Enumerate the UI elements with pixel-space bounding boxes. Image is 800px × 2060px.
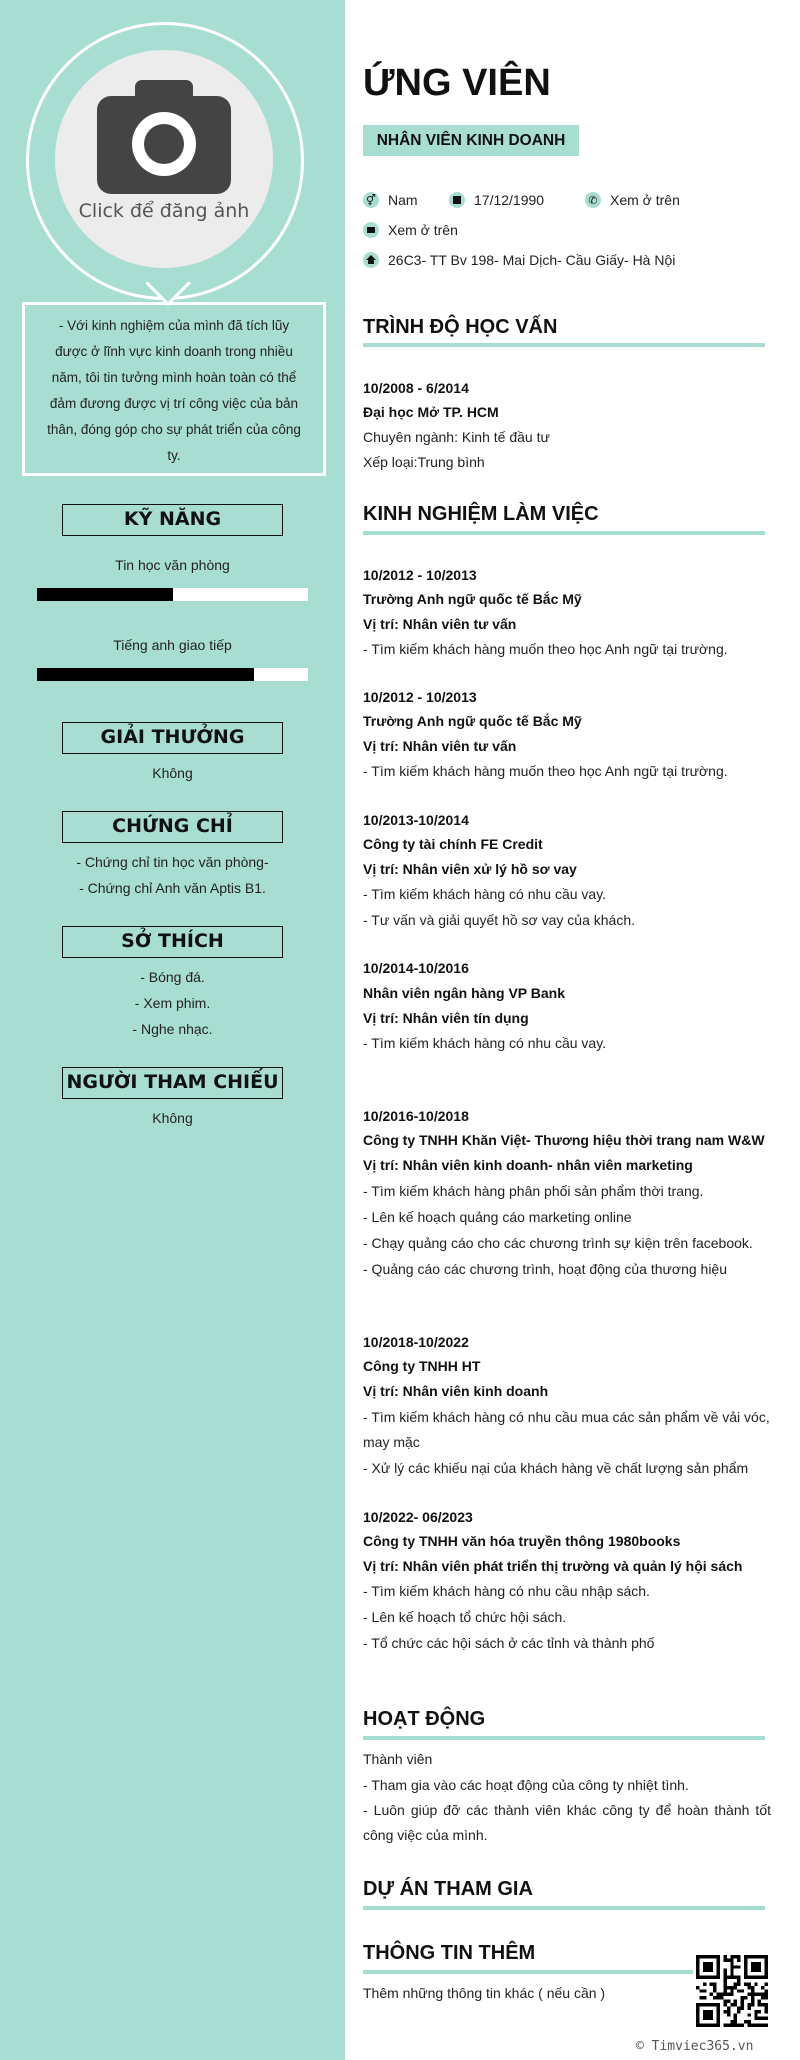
job-task: - Tư vấn và giải quyết hồ sơ vay của khách. [363, 912, 635, 928]
skill-bar [37, 668, 308, 681]
job-period: 10/2012 - 10/2013 [363, 567, 477, 583]
job-task: - Tìm kiếm khách hàng có nhu cầu mua các sản phẩm về vải vóc, may mặc [363, 1409, 770, 1450]
job-task: - Tìm kiếm khách hàng muốn theo học Anh ngữ tại trường. [363, 641, 728, 657]
certificate-item: - Chứng chỉ tin học văn phòng- [76, 854, 269, 870]
skill-name: Tiếng anh giao tiếp [113, 637, 232, 653]
phone-value: Xem ở trên [610, 192, 680, 208]
photo-upload[interactable] [55, 50, 273, 268]
awards-text: Không [152, 765, 193, 781]
camera-icon [97, 78, 231, 194]
job-role: Vị trí: Nhân viên phát triển thị trường và quản lý hội sách [363, 1558, 743, 1574]
job-task: - Tìm kiếm khách hàng có nhu cầu nhập sách. [363, 1583, 650, 1599]
job-position-badge: NHÂN VIÊN KINH DOANH [363, 125, 579, 156]
job-task: - Tổ chức các hội sách ở các tỉnh và thành phố [363, 1635, 655, 1651]
education-title: TRÌNH ĐỘ HỌC VẤN [363, 316, 558, 338]
job-task: - Tìm kiếm khách hàng có nhu cầu vay. [363, 1035, 607, 1051]
job-task: - Chạy quảng cáo cho các chương trình sự kiện trên facebook. [363, 1235, 753, 1251]
skill-bar [37, 588, 308, 601]
certificates-title: CHỨNG CHỈ [62, 811, 283, 843]
qr-code-icon [696, 1955, 768, 2027]
skill-name: Tin học văn phòng [115, 557, 230, 573]
svg-text:✆: ✆ [588, 195, 598, 207]
footer-copyright: © Timviec365.vn [636, 2039, 754, 2054]
section-divider [363, 531, 765, 535]
references-text: Không [152, 1110, 193, 1126]
address-info [363, 252, 675, 268]
hobby-item: - Nghe nhạc. [132, 1021, 213, 1037]
section-divider [363, 1970, 693, 1974]
phone-info [585, 192, 680, 208]
awards-title: GIẢI THƯỞNG [62, 722, 283, 754]
education-period: 10/2008 - 6/2014 [363, 380, 469, 396]
sidebar [0, 0, 345, 2060]
job-period: 10/2018-10/2022 [363, 1334, 469, 1350]
education-grade: Xếp loại:Trung bình [363, 454, 485, 470]
job-role: Vị trí: Nhân viên tư vấn [363, 738, 517, 754]
activity-line: - Tham gia vào các hoạt động của công ty nhiệt tình. [363, 1777, 689, 1793]
calendar-icon [449, 192, 465, 208]
education-school: Đại học Mở TP. HCM [363, 404, 499, 420]
job-period: 10/2012 - 10/2013 [363, 689, 477, 705]
experience-title: KINH NGHIỆM LÀM VIỆC [363, 503, 599, 525]
job-period: 10/2013-10/2014 [363, 812, 469, 828]
education-major: Chuyên ngành: Kinh tế đầu tư [363, 429, 550, 445]
section-divider [363, 343, 765, 347]
activity-line: Thành viên [363, 1751, 433, 1767]
projects-title: DỰ ÁN THAM GIA [363, 1878, 533, 1900]
job-company: Trường Anh ngữ quốc tế Bắc Mỹ [363, 713, 582, 729]
phone-icon [585, 192, 601, 208]
hobbies-title: SỞ THÍCH [62, 926, 283, 958]
job-period: 10/2022- 06/2023 [363, 1509, 473, 1525]
job-role: Vị trí: Nhân viên tín dụng [363, 1010, 529, 1026]
job-role: Vị trí: Nhân viên xử lý hồ sơ vay [363, 861, 577, 877]
job-task: - Quảng cáo các chương trình, hoạt động của thương hiệu [363, 1261, 727, 1277]
job-task: - Tìm kiếm khách hàng có nhu cầu vay. [363, 886, 607, 902]
hobby-item: - Bóng đá. [140, 969, 205, 985]
job-period: 10/2014-10/2016 [363, 960, 469, 976]
job-task: - Tìm kiếm khách hàng muốn theo học Anh ngữ tại trường. [363, 763, 728, 779]
references-title: NGƯỜI THAM CHIẾU [62, 1067, 283, 1099]
email-value: Xem ở trên [388, 222, 458, 238]
job-period: 10/2016-10/2018 [363, 1108, 469, 1124]
gender-info [363, 192, 418, 208]
certificate-item: - Chứng chỉ Anh văn Aptis B1. [79, 880, 266, 896]
job-company: Công ty TNHH HT [363, 1358, 481, 1374]
section-divider [363, 1906, 765, 1910]
extra-info-title: THÔNG TIN THÊM [363, 1942, 536, 1964]
email-icon [363, 222, 379, 238]
job-role: Vị trí: Nhân viên kinh doanh- nhân viên marketing [363, 1157, 693, 1173]
section-divider [363, 1736, 765, 1740]
activity-line: - Luôn giúp đỡ các thành viên khác công ty để hoàn thành tốt công việc của mình. [363, 1802, 771, 1843]
job-role: Vị trí: Nhân viên kinh doanh [363, 1383, 549, 1399]
job-company: Công ty TNHH văn hóa truyền thông 1980books [363, 1533, 681, 1549]
job-company: Công ty tài chính FE Credit [363, 836, 543, 852]
dob-value: 17/12/1990 [474, 192, 545, 208]
address-value: 26C3- TT Bv 198- Mai Dịch- Cầu Giấy- Hà Nội [388, 252, 676, 268]
gender-icon [363, 192, 379, 208]
hobby-item: - Xem phim. [134, 995, 211, 1011]
home-icon [363, 252, 379, 268]
gender-value: Nam [388, 192, 418, 208]
activities-title: HOẠT ĐỘNG [363, 1708, 486, 1730]
email-info [363, 222, 458, 238]
job-task: - Tìm kiếm khách hàng phân phối sản phẩm thời trang. [363, 1183, 704, 1199]
candidate-name: ỨNG VIÊN [363, 62, 551, 104]
job-company: Trường Anh ngữ quốc tế Bắc Mỹ [363, 591, 582, 607]
dob-info [449, 192, 544, 208]
job-company: Nhân viên ngân hàng VP Bank [363, 985, 566, 1001]
skills-title: KỸ NĂNG [62, 504, 283, 536]
job-company: Công ty TNHH Khăn Việt- Thương hiệu thời trang nam W&W [363, 1132, 765, 1148]
job-role: Vị trí: Nhân viên tư vấn [363, 616, 517, 632]
job-task: - Lên kế hoạch tổ chức hội sách. [363, 1609, 567, 1625]
skill-bar-fill [37, 668, 254, 681]
svg-text:⚥: ⚥ [366, 195, 376, 207]
extra-info-text: Thêm những thông tin khác ( nếu cần ) [363, 1985, 606, 2001]
photo-upload-label: Click để đăng ảnh [78, 200, 250, 222]
skill-bar-fill [37, 588, 173, 601]
job-task: - Lên kế hoạch quảng cáo marketing online [363, 1209, 632, 1225]
job-task: - Xử lý các khiếu nại của khách hàng về chất lượng sản phẩm [363, 1460, 749, 1476]
summary-text: - Với kinh nghiệm của mình đã tích lũy được ở lĩnh vực kinh doanh trong nhiều năm, tôi tin tưởng mình hoàn toàn có thể đảm đương được vị trí công việc của bản thân, đóng góp cho sự phát triển của công ty. [22, 302, 326, 476]
